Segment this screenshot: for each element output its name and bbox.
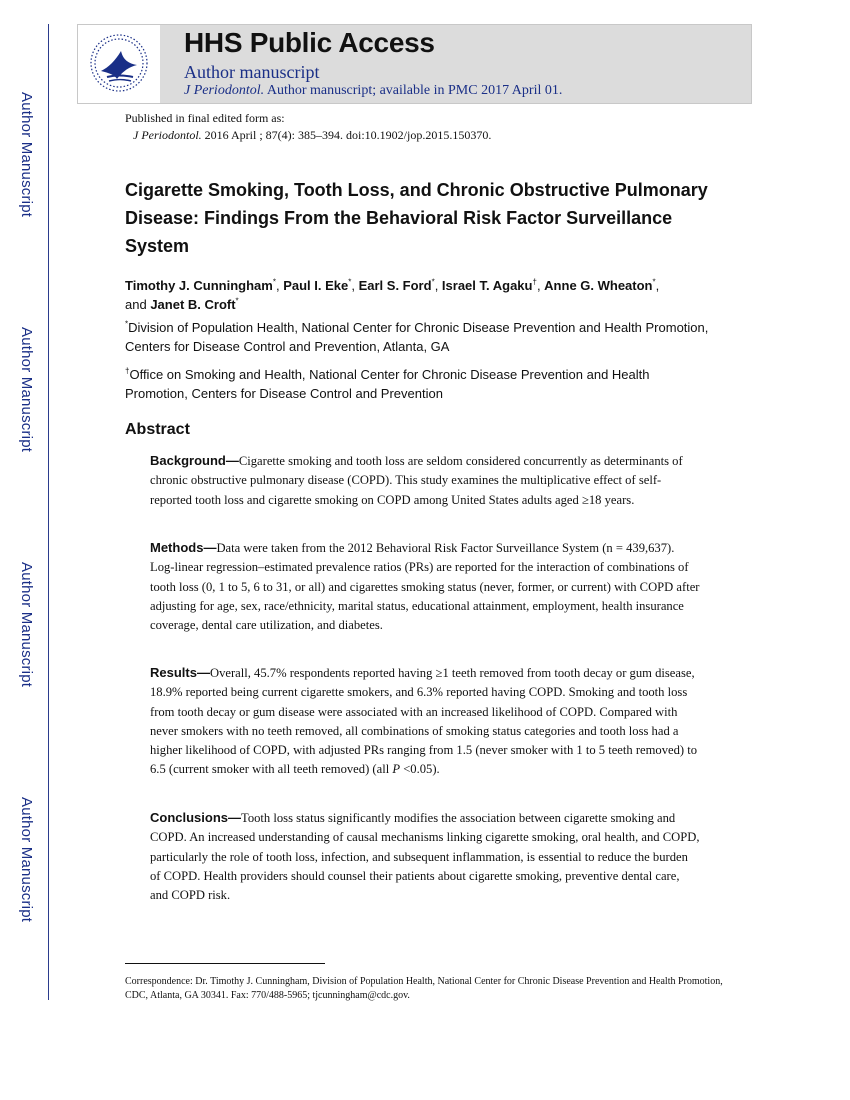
footnote-divider bbox=[125, 963, 325, 964]
logo-container bbox=[78, 25, 160, 103]
citation: J Periodontol. 2016 April ; 87(4): 385–394. doi:10.1902/jop.2015.150370. bbox=[133, 128, 492, 142]
hhs-header bbox=[77, 24, 752, 104]
margin-rule bbox=[48, 24, 49, 1000]
author-name: Earl S. Ford bbox=[358, 278, 432, 293]
author-name: Paul I. Eke bbox=[283, 278, 349, 293]
hhs-eagle-logo-icon bbox=[87, 31, 151, 95]
journal-availability: J Periodontol. Author manuscript; available in PMC 2017 April 01. bbox=[184, 83, 563, 98]
published-info: Published in final edited form as: J Periodontol. 2016 April ; 87(4): 385–394. doi:10.1902/jop.2015.150370. bbox=[125, 111, 492, 142]
author-name: Anne G. Wheaton bbox=[544, 278, 653, 293]
affiliation: †Office on Smoking and Health, National Center for Chronic Disease Prevention and Health Promotion, Centers for Disease Control and Prevention bbox=[125, 366, 650, 401]
abstract-background: Background—Cigarette smoking and tooth loss are seldom considered concurrently as determinants of chronic obstructive pulmonary disease (COPD). This study examines the multiplicative effect of self-reported tooth loss and cigarette smoking on COPD among United States adults aged ≥18 years. bbox=[150, 453, 683, 507]
correspondence-footnote: Correspondence: Dr. Timothy J. Cunningham, Division of Population Health, National Center for Chronic Disease Prevention and Health Promotion, CDC, Atlanta, GA 30341. Fax: 770/488-5965; tjcunningham@cdc.gov. bbox=[125, 976, 723, 1001]
hhs-title: HHS Public Access bbox=[184, 27, 435, 58]
affiliation: *Division of Population Health, National Center for Chronic Disease Prevention and Health Promotion, Centers for Disease Control and Prevention, Atlanta, GA bbox=[125, 319, 709, 354]
manuscript-status: Author manuscript bbox=[184, 62, 320, 82]
author-list: Timothy J. Cunningham*, Paul I. Eke*, Earl S. Ford*, Israel T. Agaku†, Anne G. Wheaton*, and Janet B. Croft* bbox=[125, 277, 660, 312]
article-title: Cigarette Smoking, Tooth Loss, and Chronic Obstructive Pulmonary Disease: Findings From the Behavioral Risk Factor Surveillance System bbox=[125, 180, 708, 256]
abstract-methods: Methods—Data were taken from the 2012 Behavioral Risk Factor Surveillance System (n = 439,637). Log-linear regression–estimated prevalence ratios (PRs) are reported for the interaction of combinations of tooth loss (0, 1 to 5, 6 to 31, or all) and cigarettes smoking status (never, former, or current) with COPD after adjusting for age, sex, race/ethnicity, marital status, educational attainment, employment, health insurance coverage, dental care utilization, and diabetes. bbox=[150, 540, 700, 633]
author-name: Israel T. Agaku bbox=[441, 278, 533, 293]
abstract-results: Results—Overall, 45.7% respondents reported having ≥1 teeth removed from tooth decay or gum disease, 18.9% reported being current cigarette smokers, and 6.3% reported having COPD. Smoking and tooth loss from tooth decay or gum disease were associated with an increased likelihood of COPD. Compared with never smokers with no teeth removed, all combinations of smoking status categories and tooth loss had a higher likelihood of COPD, with adjusted PRs ranging from 1.5 (never smoker with 1 to 5 teeth removed) to 6.5 (current smoker with all teeth removed) (all P <0.05). bbox=[150, 665, 698, 777]
abstract-conclusions: Conclusions—Tooth loss status significantly modifies the association between cigarette smoking and COPD. An increased understanding of causal mechanisms linking cigarette smoking, oral health, and COPD, particularly the role of tooth loss, infection, and subsequent inflammation, is essential to reduce the burden of COPD. Health providers should counsel their patients about cigarette smoking, preventive dental care, and COPD risk. bbox=[150, 810, 700, 903]
author-name: Timothy J. Cunningham bbox=[125, 278, 273, 293]
abstract-heading: Abstract bbox=[125, 421, 190, 438]
author-name: Janet B. Croft bbox=[150, 297, 236, 312]
